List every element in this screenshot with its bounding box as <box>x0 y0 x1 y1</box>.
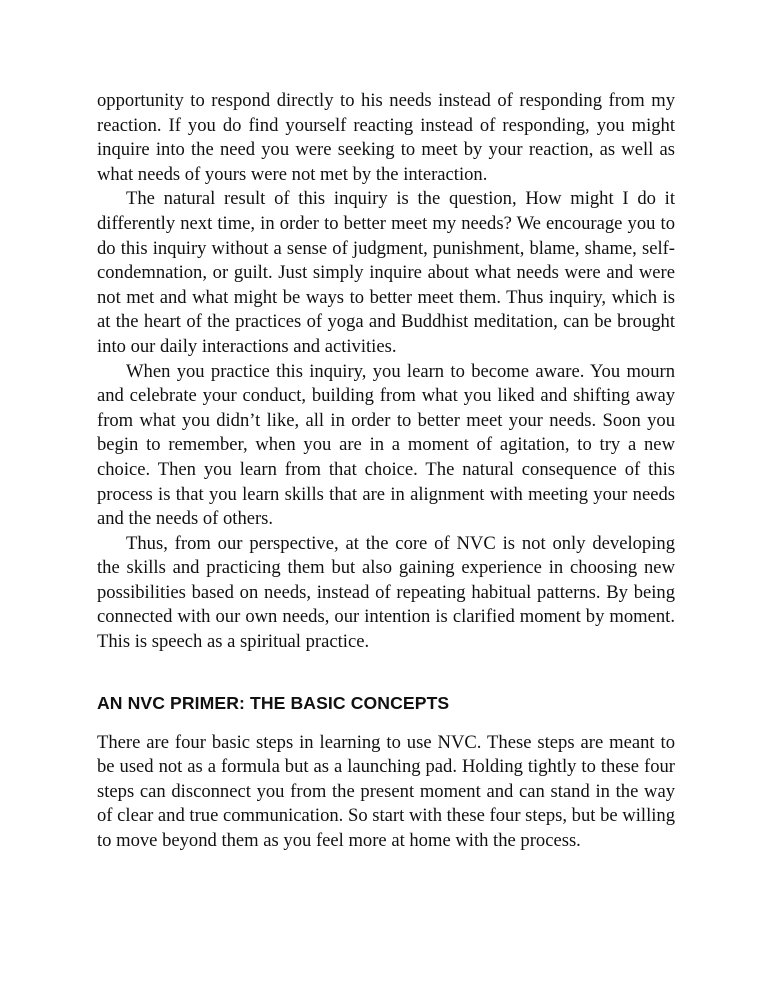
document-page <box>97 89 675 854</box>
body-paragraph-continued: opportunity to respond directly to his needs instead of responding from my reaction. If you do find yourself reacting instead of responding, you might inquire into the need you were seeking to meet by your reaction, as well as what needs of yours were not met by the interaction. <box>97 90 675 185</box>
section-heading: AN NVC PRIMER: THE BASIC CONCEPTS <box>97 692 450 713</box>
body-paragraph: When you practice this inquiry, you learn to become aware. You mourn and celebrate your conduct, building from what you liked and shifting away from what you didn’t like, all in order to better meet your needs. Soon you begin to remember, when you are in a moment of agitation, to try a new choice. Then you learn from that choice. The natural consequence of this process is that you learn skills that are in alignment with meeting your needs and the needs of others. <box>97 360 675 530</box>
body-paragraph: There are four basic steps in learning to use NVC. These steps are meant to be used not as a formula but as a launching pad. Holding tightly to these four steps can disconnect you from the present moment and can stand in the way of clear and true communication. So start with these four steps, but be willing to move beyond them as you feel more at home with the process. <box>97 731 675 852</box>
body-paragraph: Thus, from our perspective, at the core of NVC is not only developing the skills and practicing them but also gaining experience in choosing new possibilities based on needs, instead of repeating habitual patterns. By being connected with our own needs, our intention is clarified moment by moment. This is speech as a spiritual practice. <box>97 532 675 653</box>
body-paragraph: The natural result of this inquiry is the question, How might I do it differently next time, in order to better meet my needs? We encourage you to do this inquiry without a sense of judgment, punishment, blame, shame, self-condemnation, or guilt. Just simply inquire about what needs were and were not met and what might be ways to better meet them. Thus inquiry, which is at the heart of the practices of yoga and Buddhist meditation, can be brought into our daily interactions and activities. <box>97 188 675 357</box>
